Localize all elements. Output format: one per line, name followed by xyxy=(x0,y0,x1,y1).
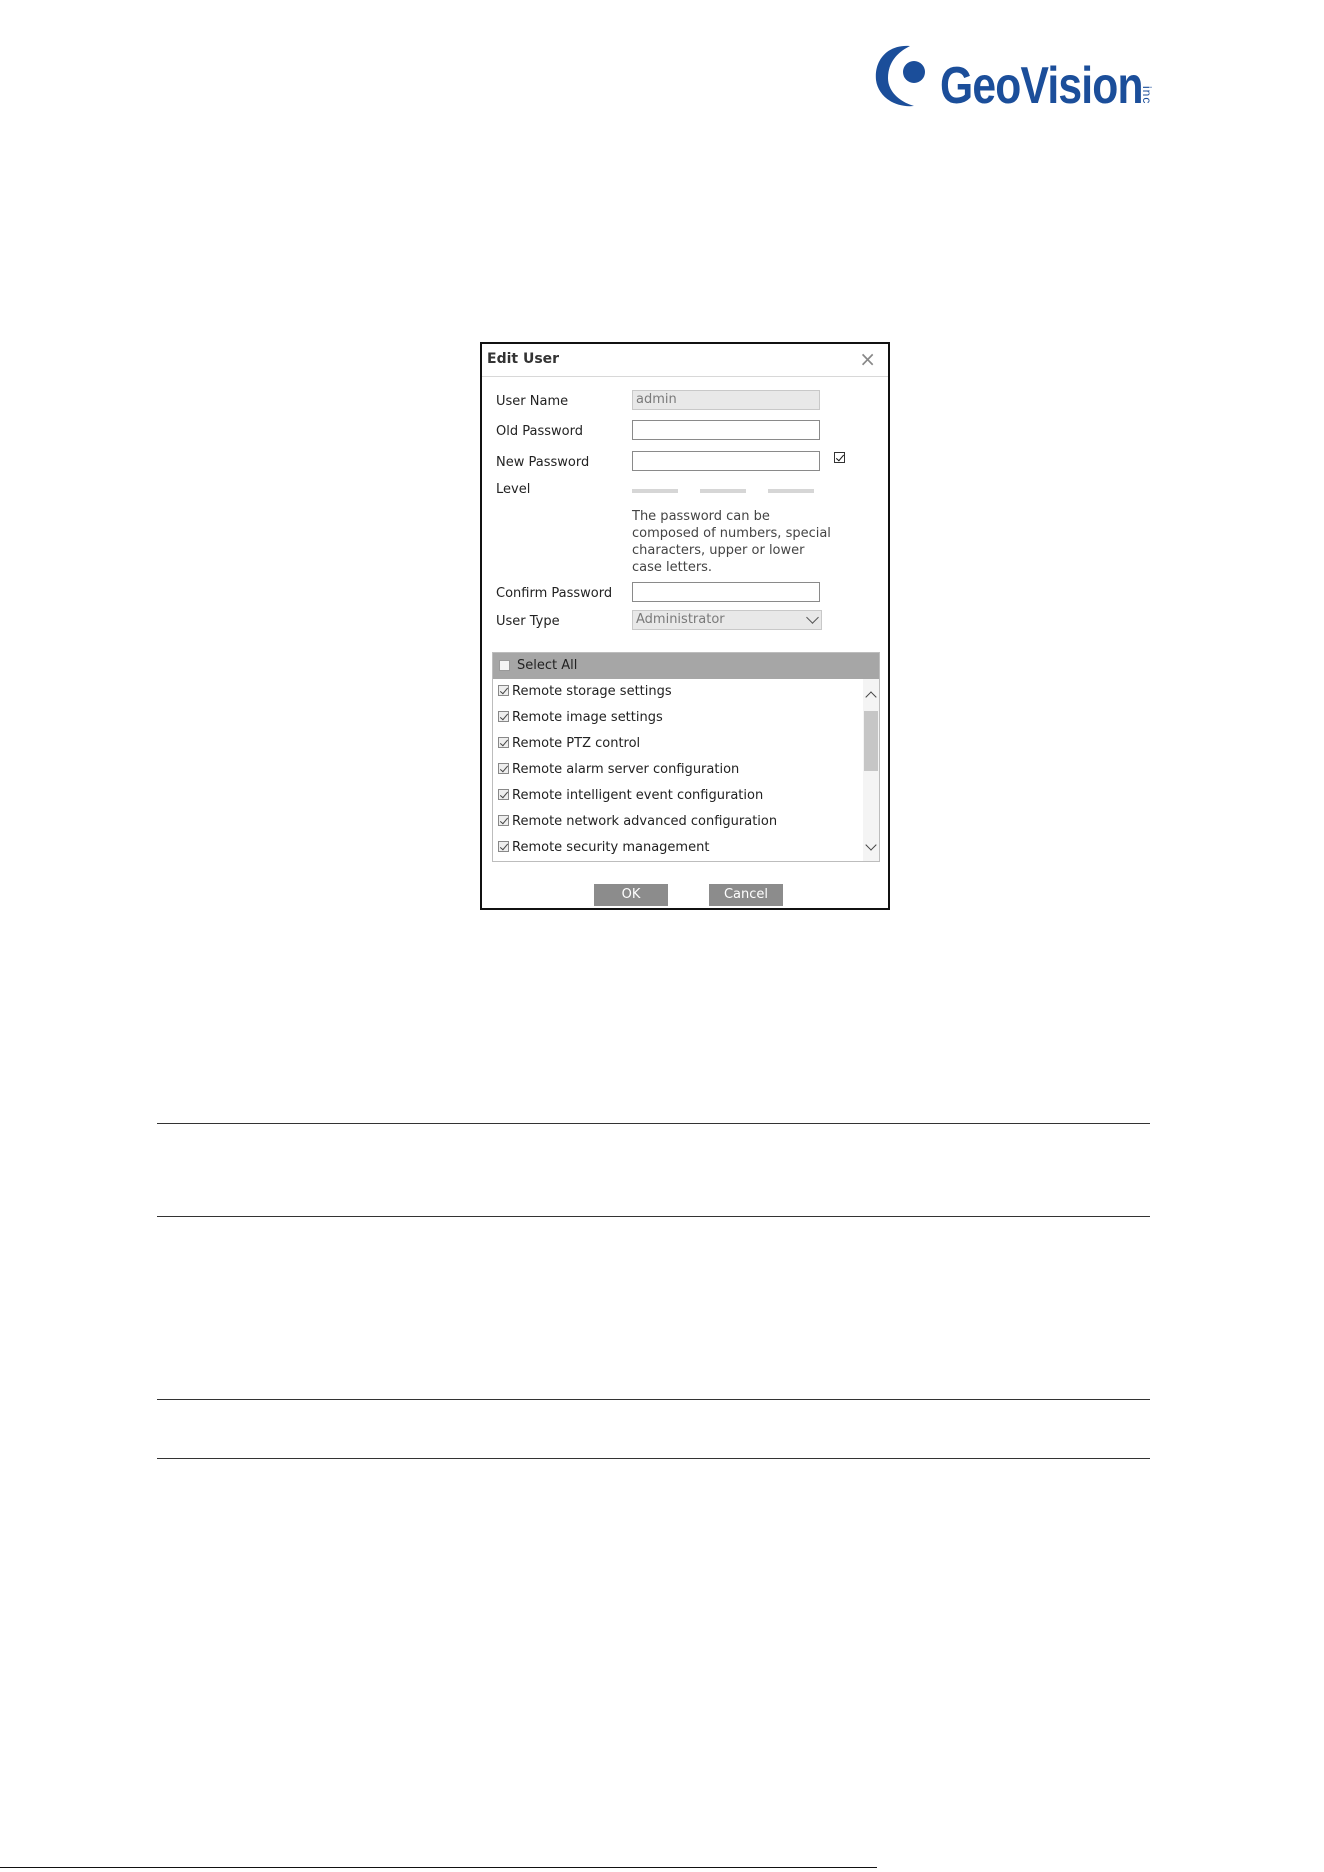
select-all-checkbox[interactable] xyxy=(499,660,510,671)
permission-checkbox[interactable] xyxy=(498,737,509,748)
old-password-label: Old Password xyxy=(496,424,583,439)
list-item[interactable] xyxy=(493,757,863,783)
dialog-header xyxy=(482,344,888,377)
permission-label: Remote image settings xyxy=(512,710,663,725)
user-type-value: Administrator xyxy=(636,612,725,627)
select-all-label: Select All xyxy=(517,658,578,673)
list-item[interactable] xyxy=(493,809,863,835)
dialog-title: Edit User xyxy=(487,351,560,367)
confirm-password-field[interactable] xyxy=(632,582,820,602)
level-label: Level xyxy=(496,482,531,497)
old-password-field[interactable] xyxy=(632,420,820,440)
chevron-down-icon[interactable] xyxy=(865,839,876,850)
permission-checkbox[interactable] xyxy=(498,841,509,852)
divider-line xyxy=(157,1123,1150,1124)
user-type-label: User Type xyxy=(496,614,560,629)
user-name-field: admin xyxy=(632,390,820,410)
ok-button[interactable]: OK xyxy=(594,884,668,906)
list-item[interactable] xyxy=(493,731,863,757)
user-name-label: User Name xyxy=(496,394,569,409)
show-password-checkbox[interactable] xyxy=(834,452,845,463)
permission-label: Remote security management xyxy=(512,840,710,855)
permission-label: Remote PTZ control xyxy=(512,736,641,751)
chevron-down-icon xyxy=(806,611,819,624)
permissions-list xyxy=(493,679,863,861)
logo-suffix: inc xyxy=(1140,86,1154,105)
select-all-row[interactable] xyxy=(493,653,879,679)
list-item[interactable] xyxy=(493,835,863,861)
permissions-scrollbar[interactable] xyxy=(863,679,879,861)
scroll-thumb[interactable] xyxy=(864,711,878,771)
divider-line xyxy=(157,1216,1150,1217)
divider-line xyxy=(157,1458,1150,1459)
permission-checkbox[interactable] xyxy=(498,711,509,722)
new-password-field[interactable] xyxy=(632,451,820,471)
strength-bar-strong xyxy=(768,489,814,493)
permission-checkbox[interactable] xyxy=(498,685,509,696)
edit-user-dialog xyxy=(480,342,890,910)
permission-label: Remote alarm server configuration xyxy=(512,762,740,777)
logo-wordmark: GeoVision xyxy=(940,57,1143,115)
list-item[interactable] xyxy=(493,679,863,705)
logo-mark-icon xyxy=(870,38,940,118)
password-hint: The password can be composed of numbers, special characters, upper or lower case letters. xyxy=(632,509,831,575)
geovision-logo xyxy=(870,38,1170,118)
permission-label: Remote intelligent event configuration xyxy=(512,788,764,803)
permission-label: Remote storage settings xyxy=(512,684,672,699)
list-item[interactable] xyxy=(493,783,863,809)
close-icon[interactable]: × xyxy=(859,347,876,371)
permission-checkbox[interactable] xyxy=(498,815,509,826)
permission-checkbox[interactable] xyxy=(498,789,509,800)
strength-bar-medium xyxy=(700,489,746,493)
chevron-up-icon[interactable] xyxy=(865,691,876,702)
footer-line xyxy=(0,1867,877,1868)
permissions-panel xyxy=(492,652,880,862)
divider-line xyxy=(157,1399,1150,1400)
strength-bar-weak xyxy=(632,489,678,493)
cancel-button[interactable]: Cancel xyxy=(709,884,783,906)
list-item[interactable] xyxy=(493,705,863,731)
confirm-password-label: Confirm Password xyxy=(496,586,613,601)
permission-checkbox[interactable] xyxy=(498,763,509,774)
new-password-label: New Password xyxy=(496,455,590,470)
user-type-select[interactable] xyxy=(632,610,822,630)
permission-label: Remote network advanced configuration xyxy=(512,814,778,829)
